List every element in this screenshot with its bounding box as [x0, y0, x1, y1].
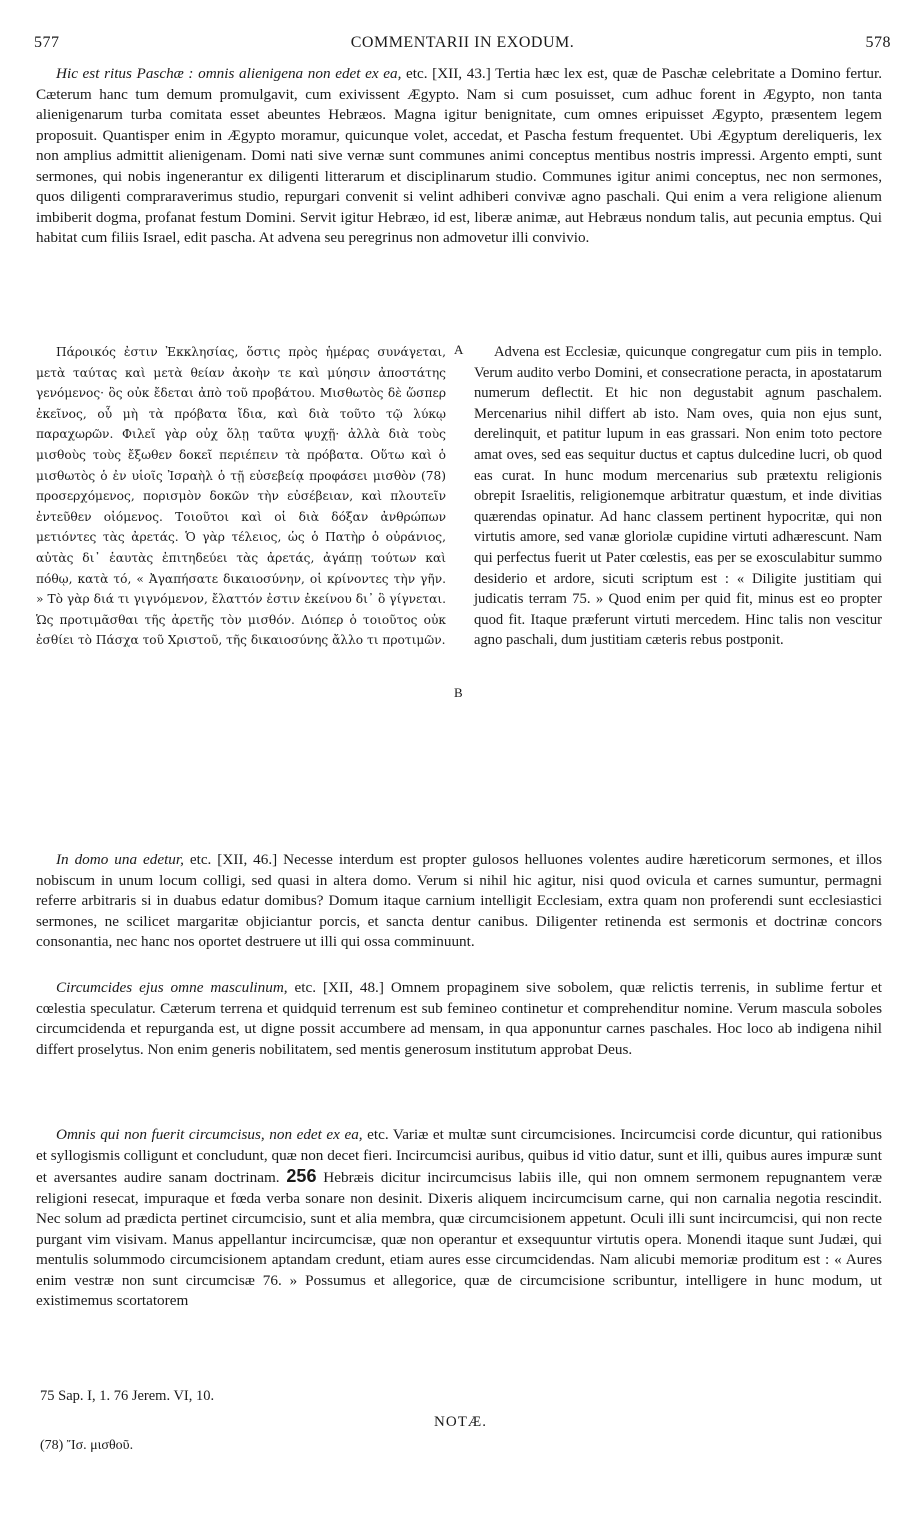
column-marker-a: A [454, 342, 464, 357]
lemma: Omnis qui non fuerit circumcisus, non edet ex ea, [56, 1126, 363, 1143]
latin-text: Advena est Ecclesiæ, quicunque congregatur cum piis in templo. Verum audito verbo Domini, et consecratione peracta, in apostatarum numerum deflectit. Et hic non degustabit agnum paschalem. Mercenarius nihil differt ab isto. Nam oves, quia non ejus sunt, derelinquit, et patitur lupum in eas grassari. Non enim toto pectore amat oves, sed eas sequitur ductus et captus dulcedine lucri, ob quod eas curat. In hunc modum mercenarius sub prætextu religionis obrepit Israelitis, religionemque arbitratur quæstum, et inde divitias quærendas opinatur. Ad hanc classem pertinent hypocritæ, qui non virtutis amore, sed vanæ gloriolæ cupidine virtuti adhærescunt. Nam qui perfectus fuerit ut Pater cœlestis, eas per se exosculabitur summo desiderio et ardore, sicuti scriptum est : « Diligite justitiam qui judicatis terram 75. » Quod enim per quid fit, minus est eo propter quod fit. Itaque præferunt virtuti mercedem. Hinc talis non vescitur agno paschali, dum justitiam cæteris rebus postponit. [474, 344, 882, 649]
notae-heading: NOTÆ. [434, 1414, 487, 1430]
paragraph-hic-est-ritus [36, 64, 882, 249]
running-header [34, 34, 891, 60]
lemma: Circumcides ejus omne masculinum, [56, 979, 288, 996]
paragraph-body: etc. [XII, 48.] Omnem propaginem sive sobolem, quæ relictis terrenis, in sublime fertur et cœlestia speculatur. Cæterum terrena et quidquid terrenum est sub femineo continetur et comprehenditur nomine. Verum mascula soboles circumcidenda et repurganda est, ut digne possit accumbere ad mensam, in qua apponuntur carnes paschales. Hoc loco ab indigena nihil differt proselytus. Non enim generis nobilitatem, sed mentis generosum institutum approbat Deus. [36, 979, 883, 1058]
lemma: In domo una edetur, [56, 851, 184, 868]
column-marker-b: B [454, 685, 463, 700]
paragraph-in-domo-una [36, 850, 882, 953]
latin-column [474, 342, 882, 651]
paragraph-body: etc. [XII, 46.] Necesse interdum est propter gulosos helluones volentes audire hæreticorum sermones, et illos nobiscum in unum locum colligi, sed quasi in altera domo. Verum si nihil hic agitur, nisi quod ovicula et carnes sumuntur, permagni referre arbitraris si in duabus edatur domibus? Domum itaque carnium intelligit Ecclesiam, extra quam non proferendi sunt ecclesiastici sermones, ne scilicet margaritæ objiciantur porcis, et sancta dentur canibus. Diligenter retinenda est sermonis et doctrinæ concors consonantia, nec hanc nos oportet destruere ut illi qui ossa comminuunt. [36, 851, 883, 950]
paragraph-circumcides [36, 978, 882, 1060]
footnotes: 75 Sap. I, 1. 76 Jerem. VI, 10. [40, 1388, 215, 1404]
paragraph-body-continued: Hebræis dicitur incircumcisus labiis ille, qui non omnem sermonem repugnantem veræ religioni resecat, impuraque et fœda verba sonare non desinit. Dixeris aliquem incircumcisum carne, qui non carnalia negotia rescindit. Nec solum ad prædicta pertinet circumcisio, sunt et alia membra, quæ circumcisionem appetunt. Oculi illi sunt incircumcisi, qui non recte purgant vim visivam. Manus appellantur incircumcisæ, quæ non operantur et exsequuntur virtutis opera. Monendi itaque sunt Judæi, qui mentulis solummodo circumcisionem aptandam credunt, etiam aures esse circumcidendas. Nam alicubi memoriæ proditum est : « Aures enim vestræ non sunt circumcisæ 76. » Possumus et allegorice, quæ de circumcisione scribuntur, intelligere in hunc modum, ut existimemus scortatorem [36, 1169, 883, 1309]
notae-text: (78) Ἴσ. μισθοῦ. [40, 1438, 134, 1453]
running-title: COMMENTARII IN EXODUM. [350, 34, 575, 51]
page-number-left: 577 [34, 34, 60, 51]
greek-column [36, 342, 446, 651]
paragraph-body: etc. [XII, 43.] Tertia hæc lex est, quæ de Paschæ celebritate a Domino fertur. Cæterum hanc tum demum promulgavit, cum exivissent Ægypto. Nam si cum posuisset, cum adhuc forent in Ægypto, non tanta alienigenarum turba comitata esset abeuntes Hebræos. Magna igitur benignitate, cum omnes eripuisset Ægypto, præsentem legem proposuit. Quantisper enim in Ægypto moramur, quicunque volet, accedat, et Pascha festum frequentet. Ubi Ægyptum dereliqueris, lex non amplius admittit alienigenam. Domi nati sive vernæ sunt communes animi conceptus mentibus nostris impressi. Argento empti, sunt sermones, qui nobis ingenerantur ex diligenti litterarum et disciplinarum studio. Communes igitur animi conceptus, nec non sermones, quos diligenti compraraverimus studio, repurgari convenit si velint adhiberi convivæ agno paschali. Qui enim a vera religione alienum imbiberit dogma, profanat festum Domini. Servit igitur Hebræo, id est, liberæ animæ, aut Hebræus nondum talis, aut pecunia emptus. Qui habitat cum filiis Israel, edit pascha. At advena seu peregrinus non admovetur illi convivio. [36, 65, 883, 246]
page-number-right: 578 [865, 34, 891, 51]
paragraph-body: etc. Variæ et multæ sunt circumcisiones. Incircumcisi corde dicuntur, qui rationibus et syllogismis colligunt et concludunt, quæ non decet fieri. Incircumcisi auribus, quibus id vitio datur, sunt et illi, quibus aures impuræ sunt et aversantes audire sanam doctrinam. [36, 1126, 882, 1186]
column-number: 256 [286, 1166, 317, 1186]
greek-text: Πάροικός ἐστιν Ἐκκλησίας, ὅστις πρὸς ἡμέρας συνάγεται, μετὰ ταύτας καὶ μετὰ θείαν ἀκοὴν τε καὶ μύησιν ἀποστάτης γενόμενος· ὃς οὐκ ἔδεται ἀπὸ τοῦ προβάτου. Μισθωτὸς δὲ ὥσπερ ἐκεῖνος, οὗ μὴ τὰ πρόβατα ἴδια, καὶ διὰ τοῦτο τῷ λύκῳ παραχωρῶν. Φιλεῖ γὰρ οὐχ ὅλῃ ταῦτα ψυχῇ· ἀλλὰ διὰ τοὺς μισθοὺς τοὺς ἔξωθεν δοκεῖ περιέπειν τὰ πρόβατα. Οὕτω καὶ ὁ μισθωτὸς ὁ ἐν υἱοῖς Ἰσραὴλ ὁ τῇ εὐσεβείᾳ προφάσει μισθὸν (78) προσερχόμενος, πορισμὸν δοκῶν τὴν εὐσέβειαν, καὶ πλουτεῖν ἐντεῦθεν οἰόμενος. Τοιοῦτοι καὶ οἱ διὰ δόξαν ἀνθρώπων μετιόντες τὰς ἀρετάς. Ὁ γὰρ τέλειος, ὡς ὁ Πατὴρ ὁ οὐράνιος, αὐτὰς δι᾽ ἑαυτὰς ἐπιτηδεύει τὰς ἀρετάς, ἀγάπῃ τούτων καὶ πόθῳ, κατὰ τό, « Ἀγαπήσατε δικαιοσύνην, οἱ κρίνοντες τὴν γῆν. » Τὸ γὰρ διά τι γιγνόμενον, ἔλαττόν ἐστιν ἐκείνου δι᾽ ὃ γίγνεται. Ὡς προτιμᾶσθαι τῆς ἀρετῆς τὸν μισθόν. Διόπερ ὁ τοιοῦτος οὐκ ἐσθίει τὸ Πάσχα τοῦ Χριστοῦ, τῆς δικαιοσύνης ἄλλο τι προτιμῶν. [36, 345, 446, 648]
lemma: Hic est ritus Paschæ : omnis alienigena non edet ex ea, [56, 65, 402, 82]
paragraph-omnis-qui-non [36, 1125, 882, 1312]
